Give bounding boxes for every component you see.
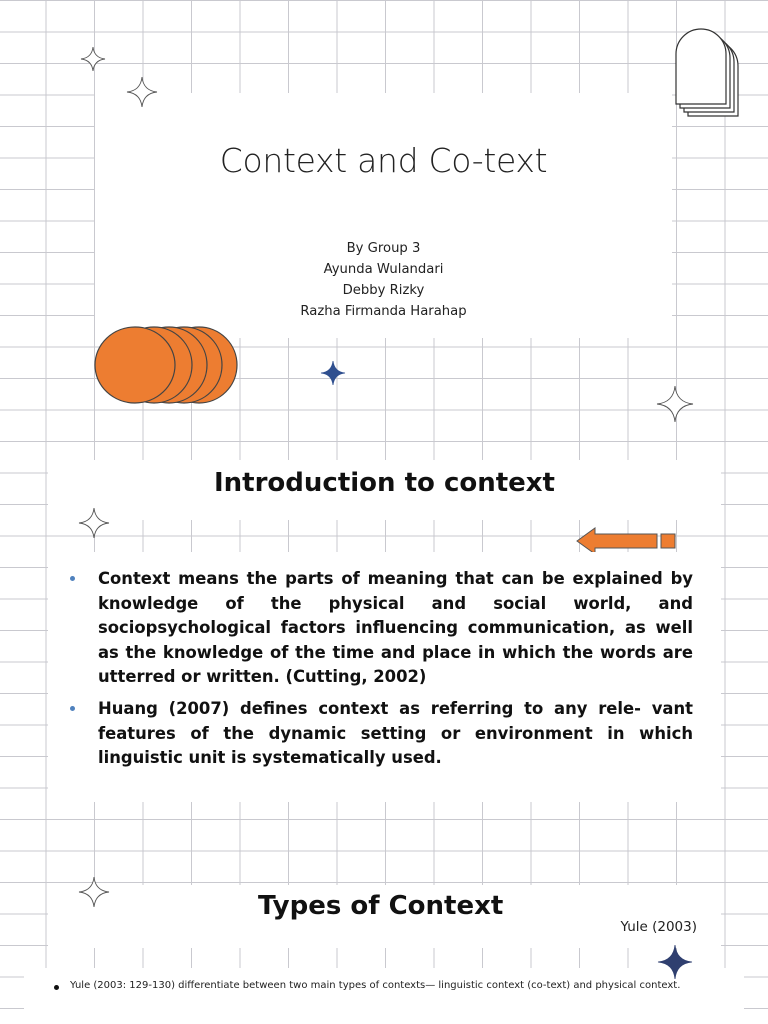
title-slide	[95, 93, 672, 338]
bullet-text: Context means the parts of meaning that can be explained by knowledge of the physical and social world, and sociopsychological factors influencing communication, as well as the knowledge of the time and place in which the words are utterred or written. (Cutting, 2002)	[98, 569, 693, 687]
author-name: Ayunda Wulandari	[323, 262, 444, 277]
sparkle-star-icon	[126, 76, 158, 108]
list-item	[98, 697, 693, 771]
bullet-dot	[70, 706, 75, 711]
main-title: Context and Co-text	[219, 141, 548, 180]
intro-title: Introduction to context	[214, 468, 555, 498]
stacked-arch-shape	[670, 24, 750, 122]
sparkle-star-icon	[78, 507, 110, 539]
author-name: Debby Rizky	[342, 283, 425, 298]
stacked-circles-shape	[92, 325, 242, 407]
sparkle-star-icon	[657, 944, 693, 980]
sparkle-star-icon	[320, 360, 346, 386]
authors-block	[95, 238, 672, 322]
bullet-text: Huang (2007) defines context as referring to any rele- vant features of the dynamic setting or environment in which linguistic unit is systematically used.	[98, 698, 693, 768]
bullet-dot	[54, 985, 59, 990]
sparkle-star-icon	[78, 876, 110, 908]
bullet-dot	[70, 576, 75, 581]
sparkle-star-icon	[80, 46, 106, 72]
list-item	[98, 567, 693, 690]
author-name: Razha Firmanda Harahap	[300, 304, 467, 319]
group-label: By Group 3	[346, 241, 421, 256]
intro-bullet-list	[98, 567, 693, 778]
source-label: Yule (2003)	[620, 919, 697, 935]
types-body-panel	[24, 968, 744, 1024]
sparkle-star-icon	[656, 385, 694, 423]
intro-heading-panel	[48, 460, 721, 520]
types-heading-panel	[48, 885, 721, 948]
types-title: Types of Context	[258, 891, 504, 921]
intro-body-panel	[48, 552, 721, 802]
types-bullet-text: Yule (2003: 129-130) differentiate between two main types of contexts— linguistic context (co-text) and physical context.	[70, 980, 681, 991]
